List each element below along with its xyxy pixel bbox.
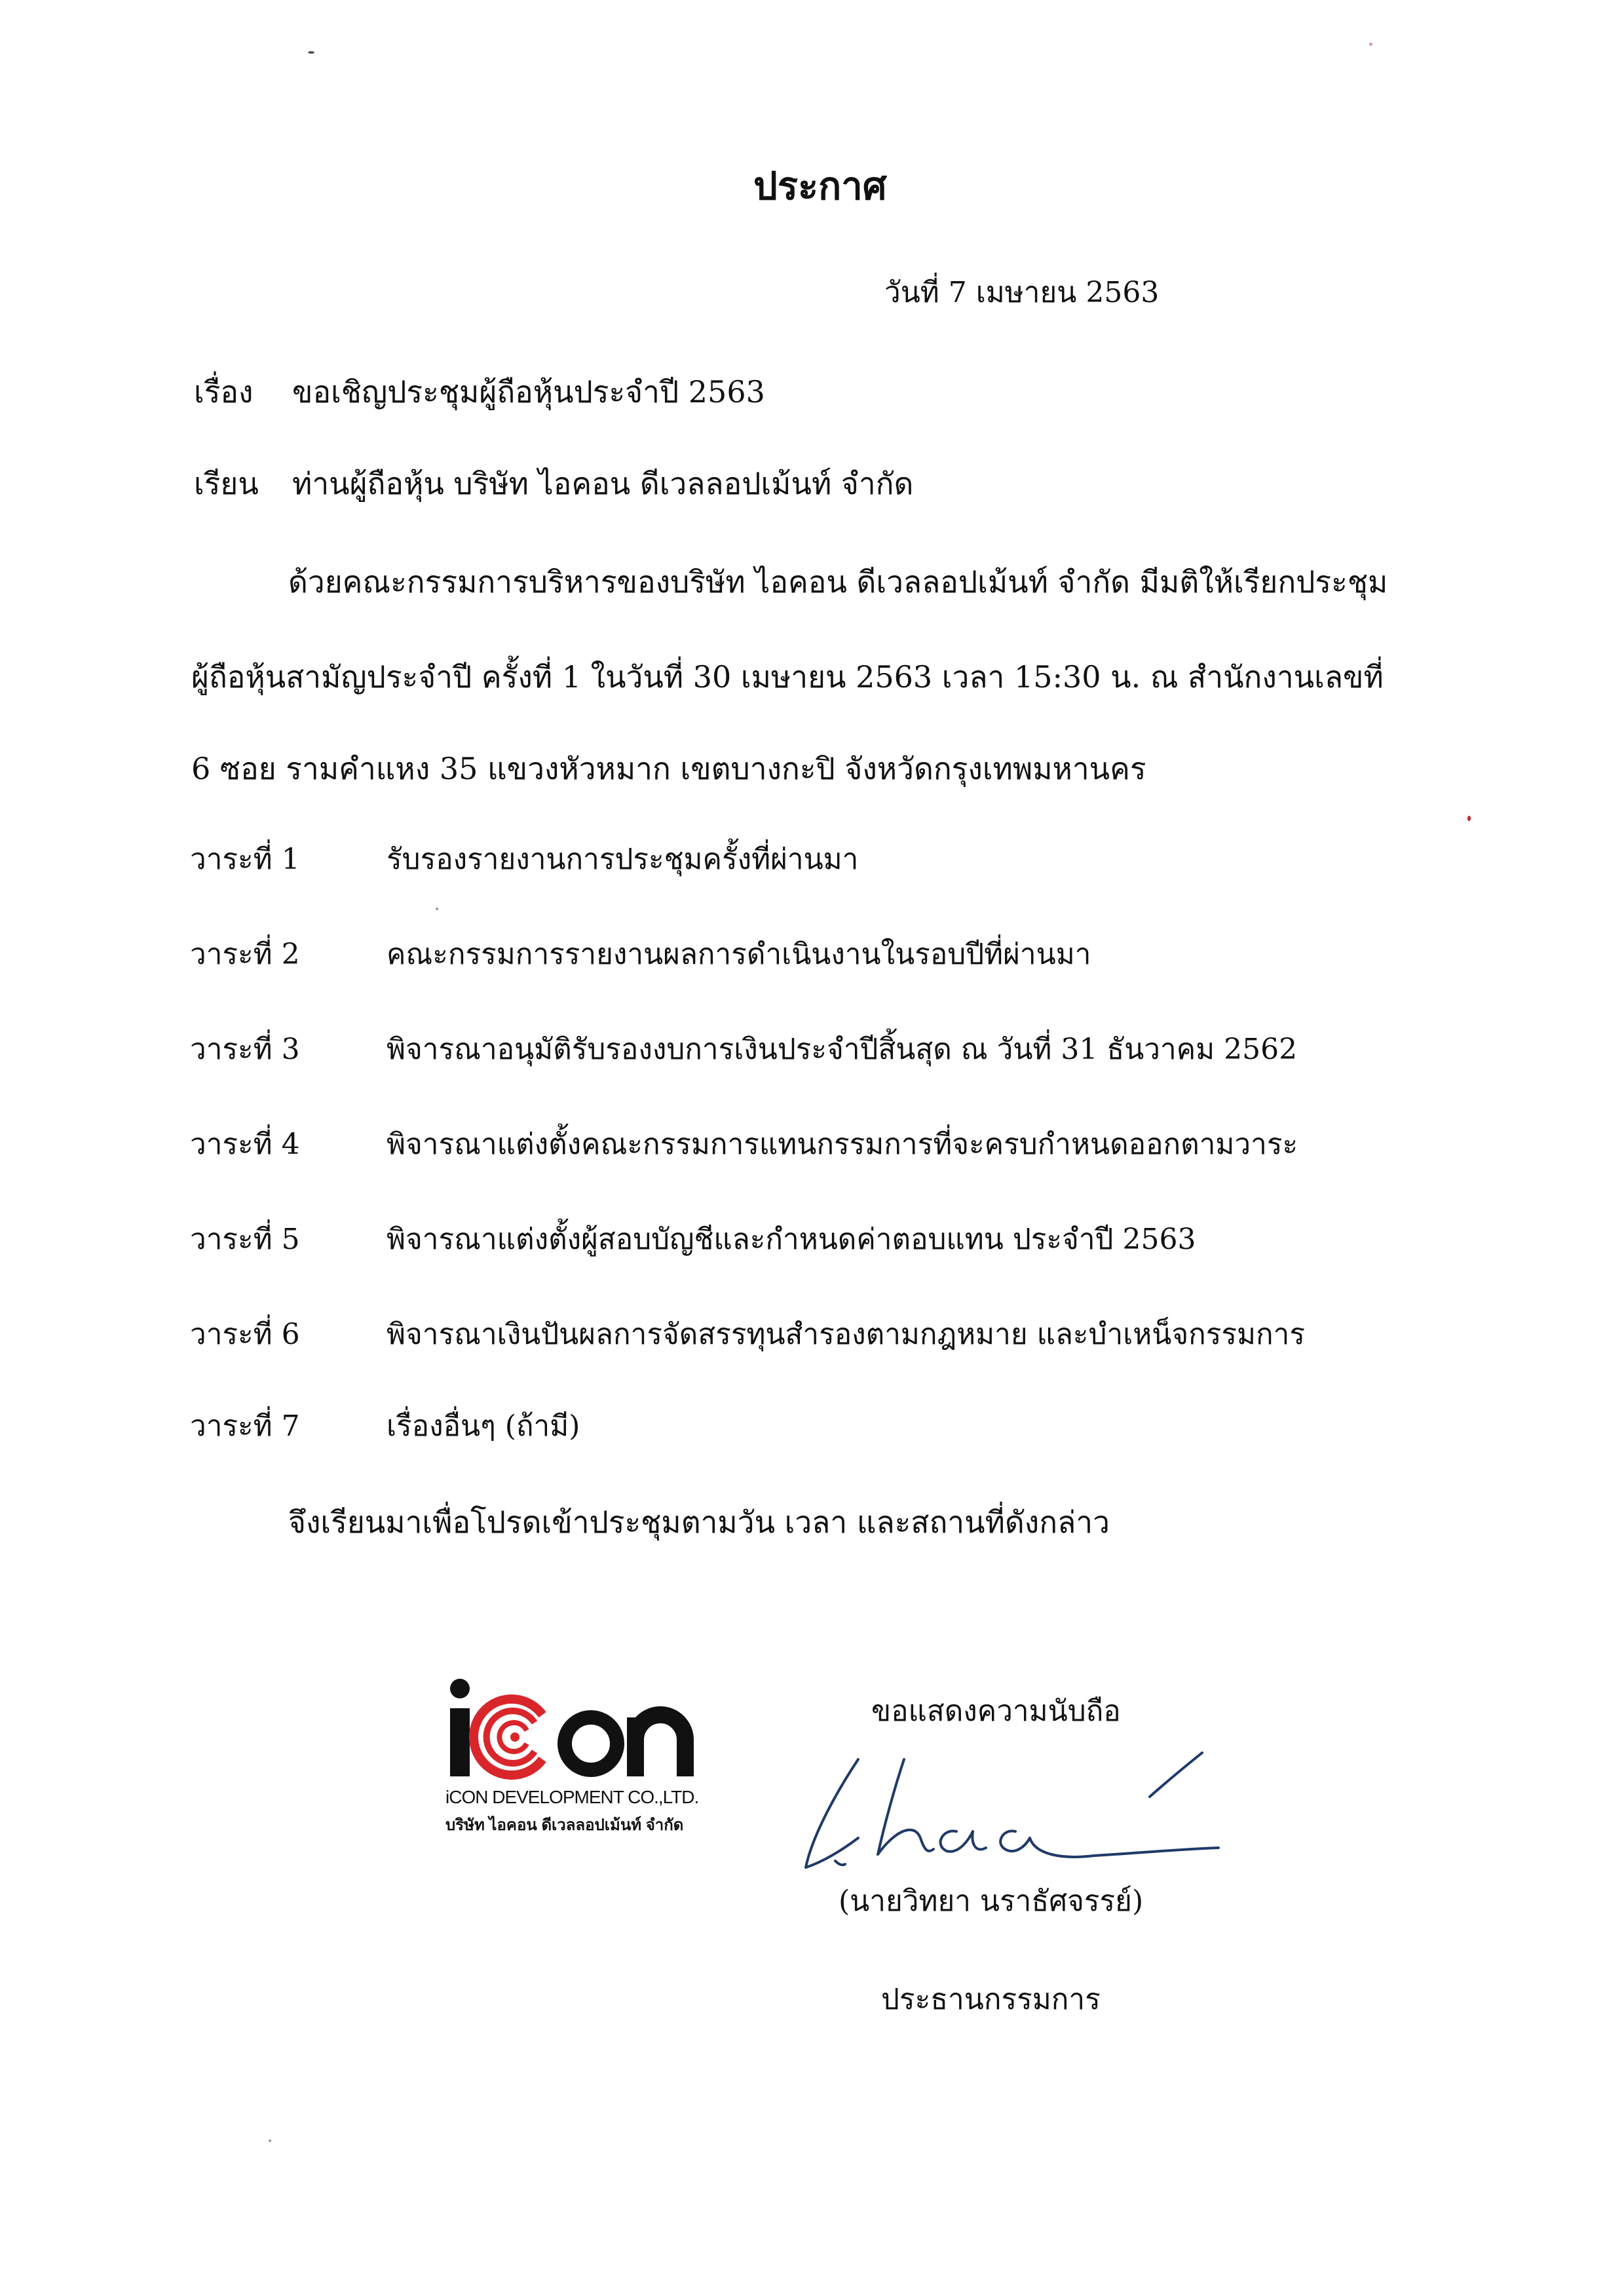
body-line: 6 ซอย รามคำแหง 35 แขวงหัวหมาก เขตบางกะปิ จังหวัดกรุงเทพมหานคร xyxy=(191,751,1146,786)
scan-speck xyxy=(308,51,314,54)
scan-speck xyxy=(269,2139,271,2142)
subject-label: เรื่อง xyxy=(194,374,254,410)
body-line: ด้วยคณะกรรมการบริหารของบริษัท ไอคอน ดีเวลลอปเม้นท์ จำกัด มีมติให้เรียกประชุม xyxy=(288,564,1388,600)
scan-speck xyxy=(1467,816,1471,821)
company-logo xyxy=(445,1674,721,1838)
agenda-item-text: เรื่องอื่นๆ (ถ้ามี) xyxy=(387,1409,580,1443)
agenda-item-text: พิจารณาแต่งตั้งคณะกรรมการแทนกรรมการที่จะครบกำหนดออกตามวาระ xyxy=(387,1128,1298,1161)
logo-subtitle-english: iCON DEVELOPMENT CO.,LTD. xyxy=(445,1787,699,1807)
logo-subtitle-thai: บริษัท ไอคอน ดีเวลลอปเม้นท์ จำกัด xyxy=(445,1816,684,1834)
agenda-item-label: วาระที่ 6 xyxy=(190,1318,300,1351)
agenda-item-text: คณะกรรมการรายงานผลการดำเนินงานในรอบปีที่ผ่านมา xyxy=(387,938,1091,971)
signature-mark xyxy=(786,1694,1238,1894)
closing-statement: จึงเรียนมาเพื่อโปรดเข้าประชุมตามวัน เวลา และสถานที่ดังกล่าว xyxy=(288,1504,1110,1540)
agenda-item-text: พิจารณาแต่งตั้งผู้สอบบัญชีและกำหนดค่าตอบแทน ประจำปี 2563 xyxy=(387,1223,1196,1256)
agenda-item-label: วาระที่ 2 xyxy=(190,938,300,971)
scan-speck xyxy=(436,908,438,910)
subject-text: ขอเชิญประชุมผู้ถือหุ้นประจำปี 2563 xyxy=(292,374,765,410)
agenda-item-label: วาระที่ 1 xyxy=(190,843,300,876)
agenda-item-label: วาระที่ 5 xyxy=(190,1223,300,1256)
agenda-item-label: วาระที่ 4 xyxy=(190,1128,300,1161)
document-date: วันที่ 7 เมษายน 2563 xyxy=(884,276,1160,309)
icon-wordmark-graphic xyxy=(445,1674,721,1786)
scan-speck xyxy=(1369,43,1372,46)
document-title: ประกาศ xyxy=(753,164,887,208)
recipient-text: ท่านผู้ถือหุ้น บริษัท ไอคอน ดีเวลลอปเม้นท์ จำกัด xyxy=(292,466,914,501)
agenda-item-text: พิจารณาอนุมัติรับรองงบการเงินประจำปีสิ้นสุด ณ วันที่ 31 ธันวาคม 2562 xyxy=(387,1033,1298,1066)
agenda-item-label: วาระที่ 3 xyxy=(190,1033,300,1066)
agenda-item-label: วาระที่ 7 xyxy=(190,1409,300,1443)
agenda-item-text: พิจารณาเงินปันผลการจัดสรรทุนสำรองตามกฎหมาย และบำเหน็จกรรมการ xyxy=(387,1318,1305,1351)
complimentary-close: ขอแสดงความนับถือ xyxy=(871,1694,1121,1728)
signatory-position: ประธานกรรมการ xyxy=(881,1983,1101,2016)
body-line: ผู้ถือหุ้นสามัญประจำปี ครั้งที่ 1 ในวันที่ 30 เมษายน 2563 เวลา 15:30 น. ณ สำนักงานเลขที่ xyxy=(191,659,1384,695)
recipient-label: เรียน xyxy=(194,466,259,501)
signatory-name: (นายวิทยา นราธัศจรรย์) xyxy=(839,1885,1144,1918)
agenda-item-text: รับรองรายงานการประชุมครั้งที่ผ่านมา xyxy=(387,843,859,876)
